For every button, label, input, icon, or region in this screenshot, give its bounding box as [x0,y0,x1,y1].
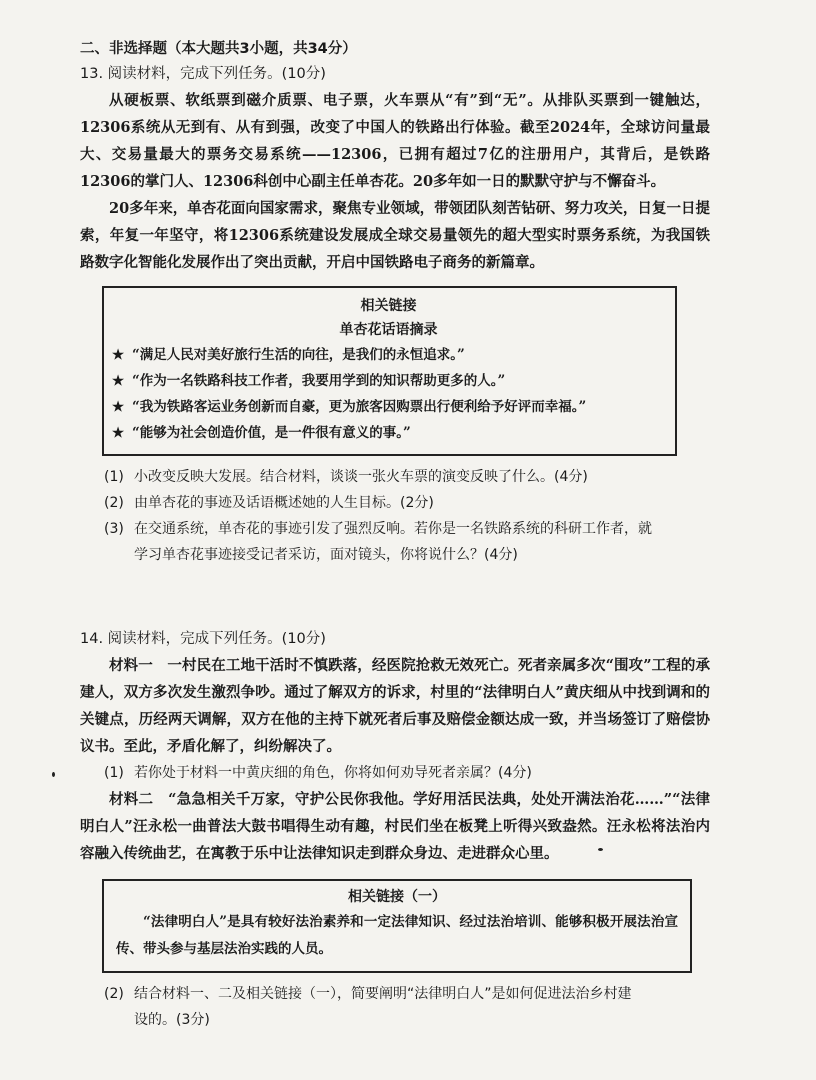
star-icon: ★ [112,425,125,441]
star-icon: ★ [112,347,125,363]
q14-task-2: (2) 结合材料一、二及相关链接（一），简要阐明“法律明白人”是如何促进法治乡村建 [104,986,632,1002]
related-link-box [102,286,677,456]
quote-item: ★ “作为一名铁路科技工作者，我要用学到的知识帮助更多的人。” [112,368,665,394]
q13-paragraph-2: 20多年来，单杏花面向国家需求，聚焦专业领域，带领团队刻苦钻研、努力攻关，日复一日提索，年复一年坚守，将12306系统建设发展成全球交易量领先的超大型实时票务系统，为我国铁路数字化智能化发展作出了突出贡献，开启中国铁路电子商务的新篇章。 [80,200,710,271]
related-link-1-title: 相关链接（一） [348,889,446,905]
related-link-box-1 [102,879,692,973]
q13-task-3: (3) 在交通系统，单杏花的事迹引发了强烈反响。若你是一名铁路系统的科研工作者，就 [104,521,652,537]
q13-paragraph-1: 从硬板票、软纸票到磁介质票、电子票，火车票从“有”到“无”。从排队买票到一键触达，12306系统从无到有、从有到强，改变了中国人的铁路出行体验。截至2024年，全球访问量最大、交易量最大的票务交易系统——12306，已拥有超过7亿的注册用户，其背后，是铁路12306的掌门人、12306科创中心副主任单杏花。20多年如一日的默默守护与不懈奋斗。 [80,92,710,190]
section-title: 二、非选择题（本大题共3小题，共34分） [80,41,357,57]
quote-item: ★ “满足人民对美好旅行生活的向往，是我们的永恒追求。” [112,342,665,368]
q14-task-1: (1) 若你处于材料一中黄庆细的角色，你将如何劝导死者亲属？(4分) [104,765,532,781]
related-link-1-text: “法律明白人”是具有较好法治素养和一定法律知识、经过法治培训、能够积极开展法治宣传、带头参与基层法治实践的人员。 [116,914,678,957]
quote-item: ★ “能够为社会创造价值，是一件很有意义的事。” [112,420,665,446]
q13-task-1: (1) 小改变反映大发展。结合材料，谈谈一张火车票的演变反映了什么。(4分) [104,469,588,485]
scan-speck [52,772,55,777]
q14-material-1: 材料一 一村民在工地干活时不慎跌落，经医院抢救无效死亡。死者亲属多次“围攻”工程的承建人，双方多次发生激烈争吵。通过了解双方的诉求，村里的“法律明白人”黄庆细从中找到调和的关键点，历经两天调解，双方在他的主持下就死者后事及赔偿金额达成一致，并当场签订了赔偿协议书。至此，矛盾化解了，纠纷解决了。 [80,657,710,755]
q14-material-2: 材料二 “急急相关千万家，守护公民你我他。学好用活民法典，处处开满法治花……”“法律明白人”汪永松一曲普法大鼓书唱得生动有趣，村民们坐在板凳上听得兴致盎然。汪永松将法治内容融入传统曲艺，在寓教于乐中让法律知识走到群众身边、走进群众心里。 [80,791,710,862]
star-icon: ★ [112,399,125,415]
question-14-title: 14. 阅读材料，完成下列任务。(10分) [80,631,326,647]
quote-item: ★ “我为铁路客运业务创新而自豪，更为旅客因购票出行便利给予好评而幸福。” [112,394,665,420]
question-13-title: 13. 阅读材料，完成下列任务。(10分) [80,66,326,82]
q13-task-2: (2) 由单杏花的事迹及话语概述她的人生目标。(2分) [104,495,434,511]
related-link-title: 相关链接 [360,298,417,314]
q13-task-3-continued: 学习单杏花事迹接受记者采访，面对镜头，你将说什么？(4分) [134,547,518,563]
scan-speck [598,848,603,851]
star-icon: ★ [112,373,125,389]
q14-task-2-continued: 设的。(3分) [134,1012,210,1028]
quotes-subtitle: 单杏花话语摘录 [339,322,438,338]
question-13 [80,61,710,568]
question-14 [80,626,710,1033]
